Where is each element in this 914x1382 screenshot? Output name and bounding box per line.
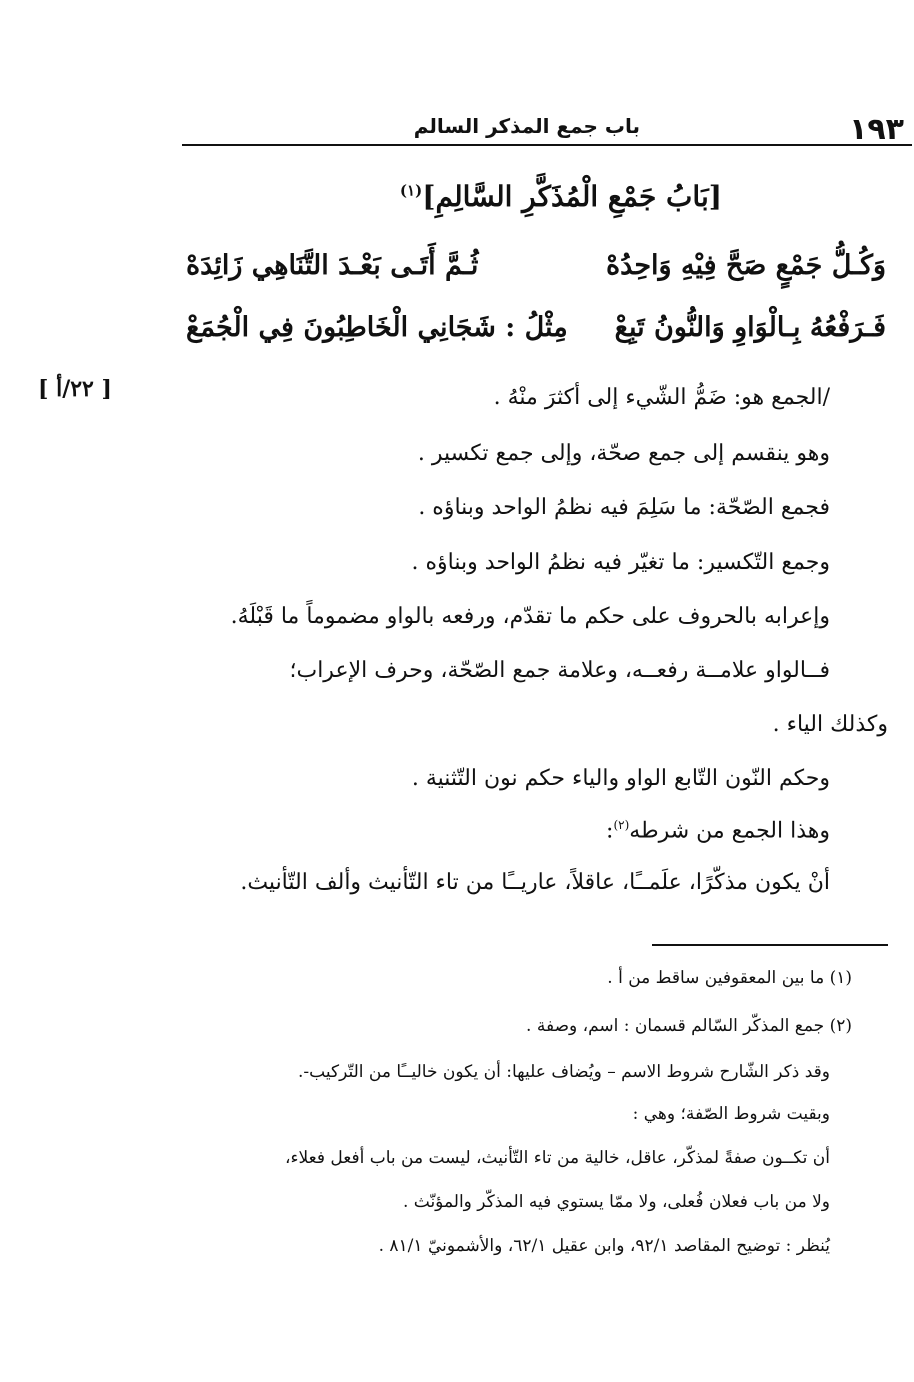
verse-line-2 — [186, 312, 886, 358]
body-line-1: /الجمع هو: ضَمُّ الشّيء إلى أكثرَ منْهُ . — [493, 385, 830, 410]
verse-1-first-hemistich: وَكُـلُّ جَمْعٍ صَحَّ فِيْهِ وَاحِدُهْ — [606, 250, 886, 281]
footnote-2-line-6: يُنظر : توضيح المقاصد ٩٢/١، وابن عقيل ٦٢/١، والأشمونيّ ٨١/١ . — [378, 1236, 830, 1256]
verse-line-1 — [186, 250, 886, 296]
body-line-9-colon: : — [606, 818, 614, 844]
body-footnote-ref: (٢) — [613, 818, 630, 832]
footnote-2: (٢) جمع المذكّر السّالم قسمان : اسم، وصفة . — [526, 1016, 852, 1036]
manuscript-folio-marker: [ ٢٢/أ ] — [38, 376, 112, 402]
body-line-3: فجمع الصّحّة: ما سَلِمَ فيه نظمُ الواحد وبناؤه . — [418, 495, 830, 520]
verse-2-first-hemistich: فَـرَفْعُهُ بِـالْوَاوِ وَالنُّونُ تَبِعْ — [614, 312, 886, 343]
footnote-2-line-3: وبقيت شروط الصّفة؛ وهي : — [632, 1104, 830, 1124]
body-line-9-text: وهذا الجمع من شرطه — [629, 818, 830, 844]
page-number: ١٩٣ — [849, 112, 904, 147]
header-divider — [182, 144, 912, 146]
chapter-title-text: [بَابُ جَمْعِ الْمُذَكَّرِ السَّالِمِ] — [422, 180, 722, 213]
verse-1-second-hemistich: ثُـمَّ أَتَـى بَعْـدَ التَّنَاهِي زَائِدَهْ — [186, 250, 479, 281]
running-header — [182, 104, 912, 147]
body-line-8: وحكم النّون التّابع الواو والياء حكم نون التّثنية . — [411, 766, 830, 791]
footnote-2-line-4: أن تكــون صفةً لمذكّر، عاقل، خالية من تاء التّأنيث، ليست من باب أفعل فعلاء، — [285, 1148, 830, 1168]
body-line-6: فــالواو علامــة رفعــه، وعلامة جمع الصّحّة، وحرف الإعراب؛ — [289, 658, 830, 683]
body-line-2: وهو ينقسم إلى جمع صحّة، وإلى جمع تكسير . — [417, 441, 830, 466]
footnote-2-line-2: وقد ذكر الشّارح شروط الاسم – ويُضاف عليها: أن يكون خاليــًا من التّركيب-. — [298, 1062, 830, 1082]
body-line-9 — [606, 818, 830, 843]
chapter-footnote-ref: (١) — [399, 181, 423, 200]
verse-2-second-hemistich: مِثْلُ : شَجَانِي الْخَاطِبُونَ فِي الْجُمَعْ — [186, 312, 568, 343]
chapter-heading — [182, 180, 722, 213]
running-title: باب جمع المذكر السالم — [413, 114, 640, 138]
body-line-5: وإعرابه بالحروف على حكم ما تقدّم، ورفعه بالواو مضموماً ما قَبْلَهُ. — [230, 604, 830, 629]
body-line-7: وكذلك الياء . — [772, 712, 888, 737]
footnote-divider — [652, 944, 888, 946]
footnote-1: (١) ما بين المعقوفين ساقط من أ . — [607, 968, 852, 988]
body-line-10: أنْ يكون مذكّرًا، علَمــًا، عاقلاً، عاريــًا من تاء التّأنيث وألف التّأنيث. — [240, 870, 830, 895]
footnote-2-line-5: ولا من باب فعلان فُعلى، ولا ممّا يستوي فيه المذكّر والمؤنّث . — [402, 1192, 830, 1212]
body-line-4: وجمع التّكسير: ما تغيّر فيه نظمُ الواحد وبناؤه . — [411, 550, 830, 575]
